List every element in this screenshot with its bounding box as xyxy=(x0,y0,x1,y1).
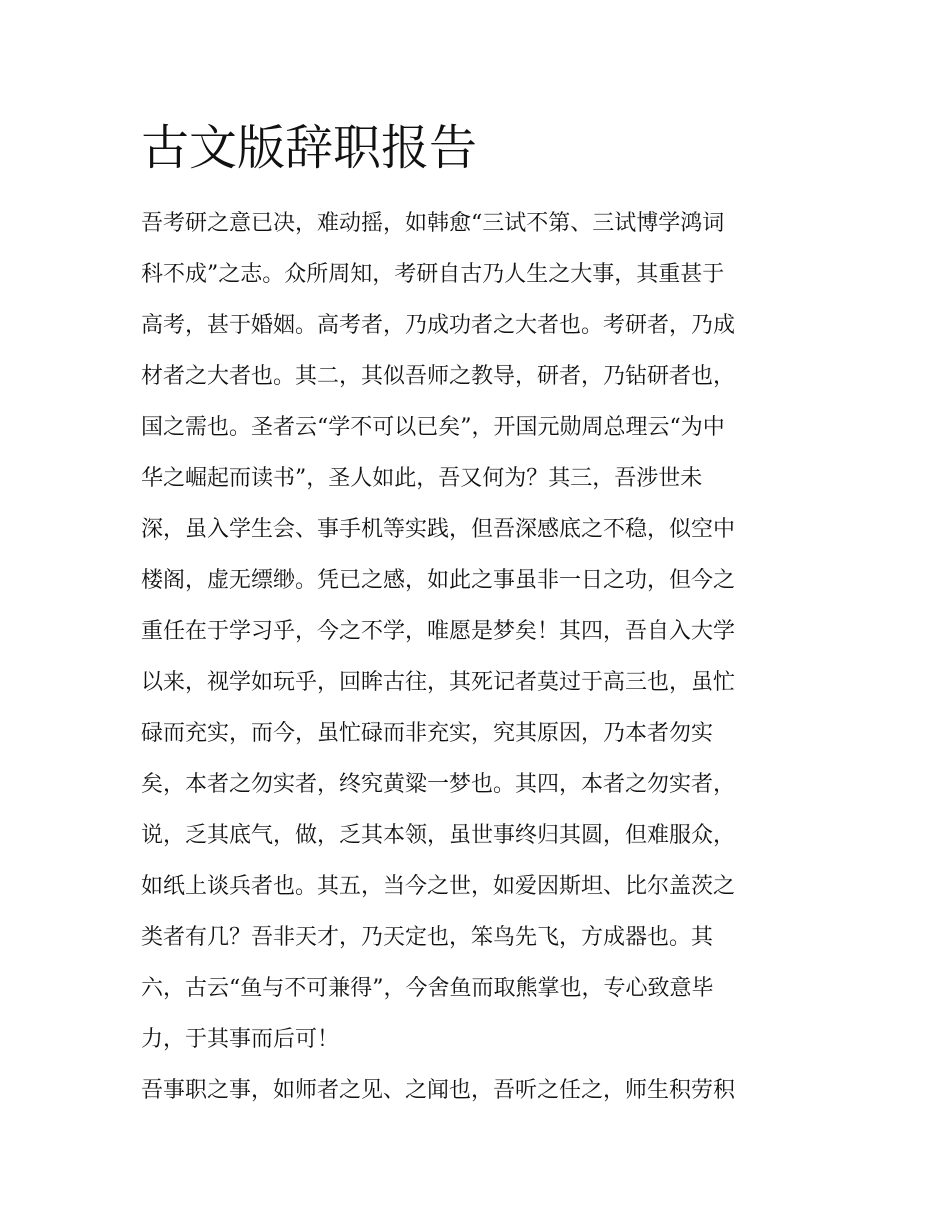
text-line: 重任在于学习乎，今之不学，唯愿是梦矣！其四，吾自入大学 xyxy=(141,619,736,644)
text-line: 六，古云“鱼与不可兼得”，今舍鱼而取熊掌也，专心致意毕 xyxy=(141,976,714,1001)
text-line: 国之需也。圣者云“学不可以已矣”，开国元勋周总理云“为中 xyxy=(141,415,725,440)
document-body xyxy=(141,198,811,1116)
text-line: 碌而充实，而今，虽忙碌而非充实，究其原因，乃本者勿实 xyxy=(141,721,714,746)
text-line: 华之崛起而读书”，圣人如此，吾又何为？其三，吾涉世未 xyxy=(141,466,703,491)
text-line: 以来，视学如玩乎，回眸古往，其死记者莫过于高三也，虽忙 xyxy=(141,670,736,695)
text-line: 如纸上谈兵者也。其五，当今之世，如爱因斯坦、比尔盖茨之 xyxy=(141,874,736,899)
text-line: 类者有几？吾非天才，乃天定也，笨鸟先飞，方成器也。其 xyxy=(141,925,714,950)
text-line: 吾考研之意已决，难动摇，如韩愈“三试不第、三试博学鸿词 xyxy=(141,211,725,236)
text-line: 矣，本者之勿实者，终究黄粱一梦也。其四，本者之勿实者， xyxy=(141,772,736,797)
text-line: 吾事职之事，如师者之见、之闻也，吾听之任之，师生积劳积 xyxy=(141,1078,736,1103)
text-line: 高考，甚于婚姻。高考者，乃成功者之大者也。考研者，乃成 xyxy=(141,313,736,338)
text-line: 说，乏其底气，做，乏其本领，虽世事终归其圆，但难服众， xyxy=(141,823,736,848)
paragraph-2 xyxy=(141,1065,811,1116)
paragraph-1 xyxy=(141,198,811,1065)
text-line: 材者之大者也。其二，其似吾师之教导，研者，乃钻研者也， xyxy=(141,364,736,389)
document-title: 古文版辞职报告 xyxy=(141,120,478,176)
text-line: 力，于其事而后可！ xyxy=(141,1027,340,1052)
text-line: 楼阁，虚无缥缈。凭已之感，如此之事虽非一日之功，但今之 xyxy=(141,568,736,593)
text-line: 深，虽入学生会、事手机等实践，但吾深感底之不稳，似空中 xyxy=(141,517,736,542)
text-line: 科不成”之志。众所周知，考研自古乃人生之大事，其重甚于 xyxy=(141,262,725,287)
